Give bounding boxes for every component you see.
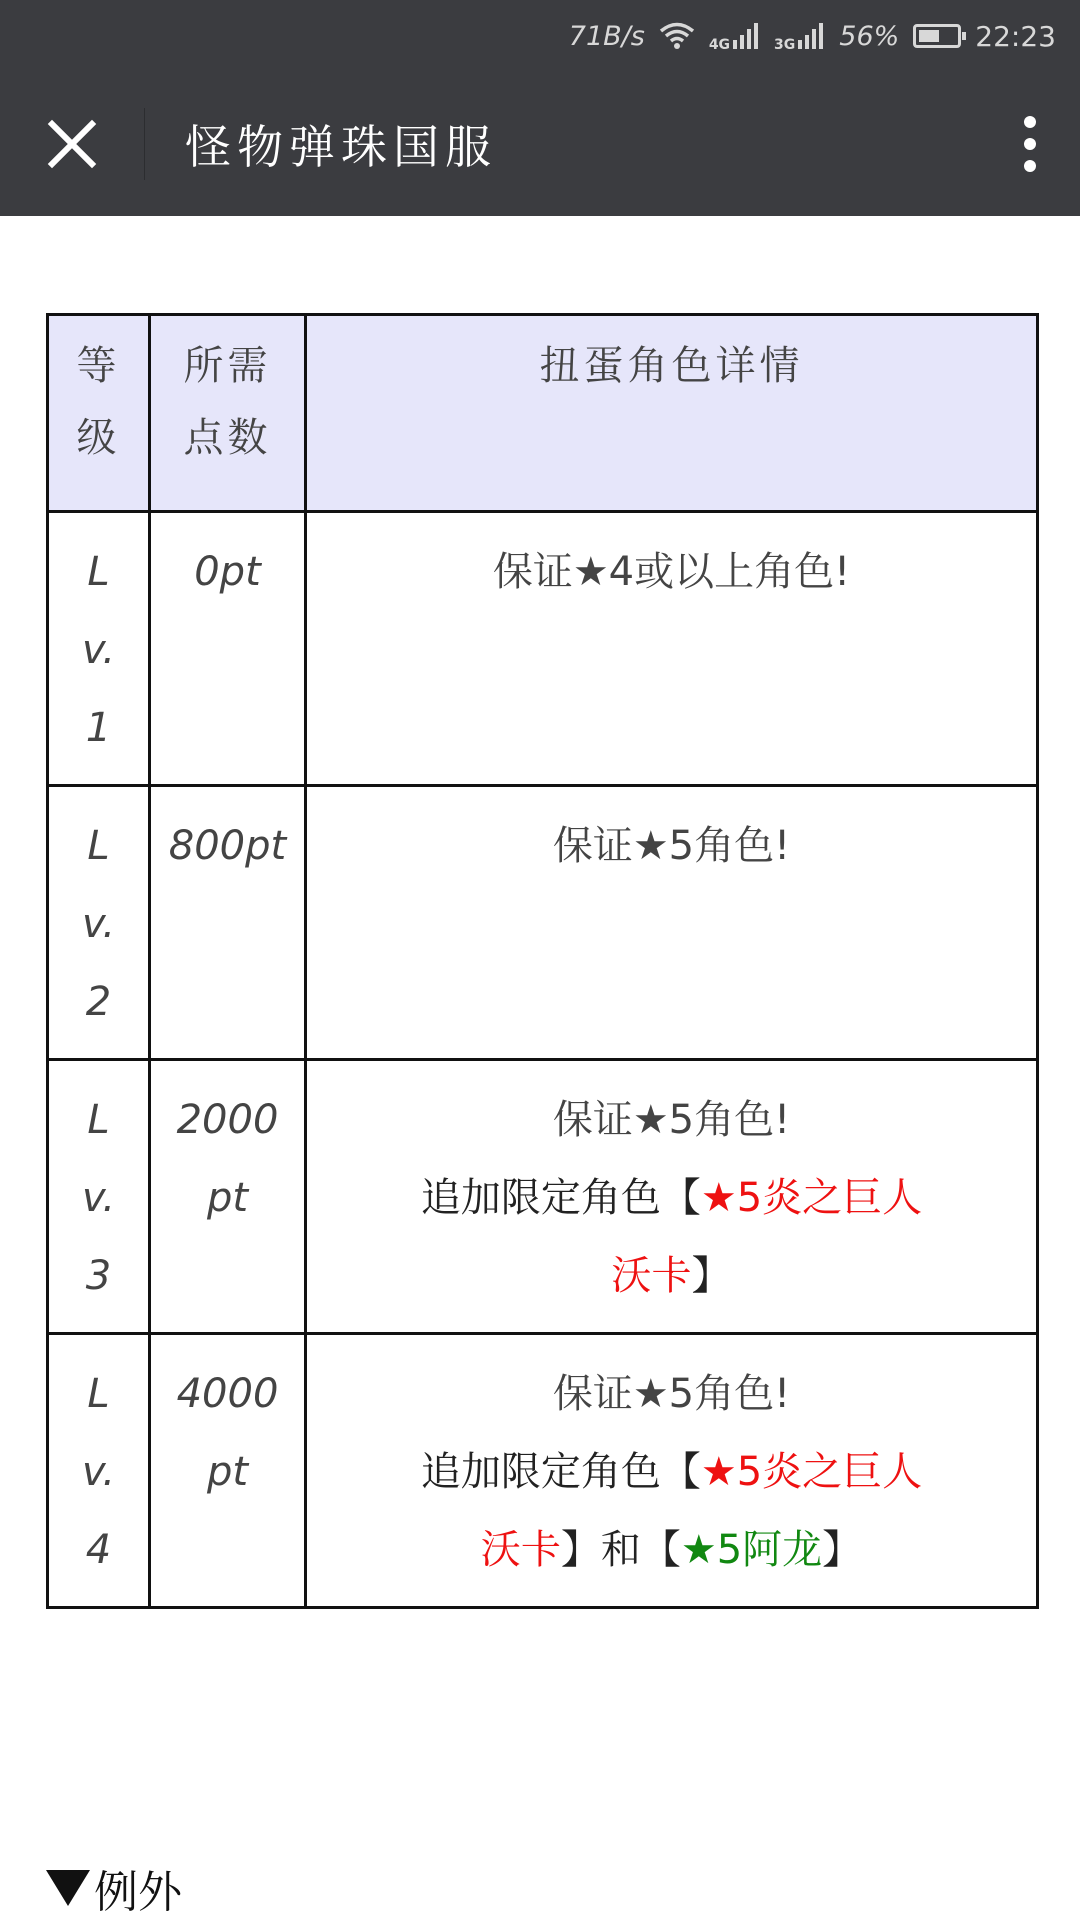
clock: 22:23: [975, 19, 1056, 53]
points-cell: [150, 786, 306, 1060]
more-button[interactable]: [980, 72, 1080, 216]
level-cell: [48, 786, 150, 1060]
level-cell: [48, 1060, 150, 1334]
table-header-row: [48, 315, 1038, 512]
header-level: [48, 315, 150, 512]
exception-label: 例外: [94, 1867, 182, 1918]
net-speed: 71B/s: [568, 20, 645, 52]
limited-character-red-cont: 沃卡: [480, 1527, 561, 1573]
points-cell: [150, 1060, 306, 1334]
bonus-prefix: 追加限定角色【: [420, 1175, 701, 1221]
limited-character-red: ★5炎之巨人: [700, 1175, 923, 1221]
signal-4g-label: 4G: [708, 37, 731, 53]
table-row: [48, 512, 1038, 786]
level-cell: [48, 512, 150, 786]
detail-line: 保证★5角色!: [552, 823, 791, 869]
header-points: [150, 315, 306, 512]
points-text: pt: [206, 1449, 249, 1495]
level-text: L: [87, 823, 110, 869]
level-cell: [48, 1334, 150, 1608]
header-points-line1: 所需: [183, 343, 272, 389]
bracket-close: 】: [691, 1253, 732, 1299]
title-divider: [144, 108, 145, 180]
more-vertical-icon: [1022, 114, 1038, 174]
signal-3g-icon: [774, 19, 825, 53]
detail-line: 保证★4或以上角色!: [492, 549, 851, 595]
points-text: 4000: [176, 1371, 279, 1417]
wifi-icon: [659, 22, 695, 50]
exception-heading: [46, 1856, 182, 1920]
signal-3g-label: 3G: [774, 37, 796, 53]
close-icon: [47, 119, 97, 169]
detail-line: [307, 1237, 1036, 1315]
points-text: 2000: [176, 1097, 279, 1143]
status-bar: [0, 0, 1080, 72]
points-text: pt: [206, 1175, 249, 1221]
battery-icon: [913, 24, 961, 48]
header-points-line2: 点数: [183, 415, 272, 461]
level-text: v.: [81, 627, 116, 673]
level-text: v.: [81, 1175, 116, 1221]
limited-character-red: ★5炎之巨人: [700, 1449, 923, 1495]
level-text: L: [87, 1371, 110, 1417]
limited-character-red-cont: 沃卡: [611, 1253, 692, 1299]
level-text: v.: [81, 1449, 116, 1495]
detail-line: [307, 1159, 1036, 1237]
level-text: 2: [85, 979, 112, 1025]
detail-line: 保证★5角色!: [552, 1097, 791, 1143]
detail-line: [307, 1433, 1036, 1511]
close-button[interactable]: [0, 72, 144, 216]
level-text: 4: [85, 1527, 112, 1573]
title-bar: [0, 72, 1080, 216]
bracket-close: 】: [822, 1527, 863, 1573]
level-text: L: [87, 549, 110, 595]
level-text: v.: [81, 901, 116, 947]
page-title: 怪物弹珠国服: [185, 120, 497, 174]
points-text: 0pt: [194, 549, 261, 595]
detail-cell: [306, 786, 1038, 1060]
battery-percent: 56%: [839, 20, 900, 52]
detail-cell: [306, 1334, 1038, 1608]
bonus-prefix: 追加限定角色【: [420, 1449, 701, 1495]
triangle-down-icon: [46, 1870, 90, 1906]
detail-cell: [306, 512, 1038, 786]
detail-line: [307, 1511, 1036, 1589]
level-text: L: [87, 1097, 110, 1143]
level-text: 3: [85, 1253, 112, 1299]
table-row: [48, 1334, 1038, 1608]
header-level-line2: 级: [76, 415, 121, 461]
signal-4g-icon: [709, 19, 760, 53]
table-row: [48, 1060, 1038, 1334]
gacha-level-table: [46, 313, 1039, 1609]
points-text: 800pt: [168, 823, 287, 869]
detail-cell: [306, 1060, 1038, 1334]
limited-character-green: ★5阿龙: [680, 1527, 823, 1573]
points-cell: [150, 1334, 306, 1608]
table-row: [48, 786, 1038, 1060]
detail-line: 保证★5角色!: [552, 1371, 791, 1417]
header-level-line1: 等: [76, 343, 121, 389]
points-cell: [150, 512, 306, 786]
bracket-joiner: 】和【: [560, 1527, 681, 1573]
level-text: 1: [85, 705, 112, 751]
header-details: [306, 315, 1038, 512]
header-details-label: 扭蛋角色详情: [539, 343, 804, 389]
